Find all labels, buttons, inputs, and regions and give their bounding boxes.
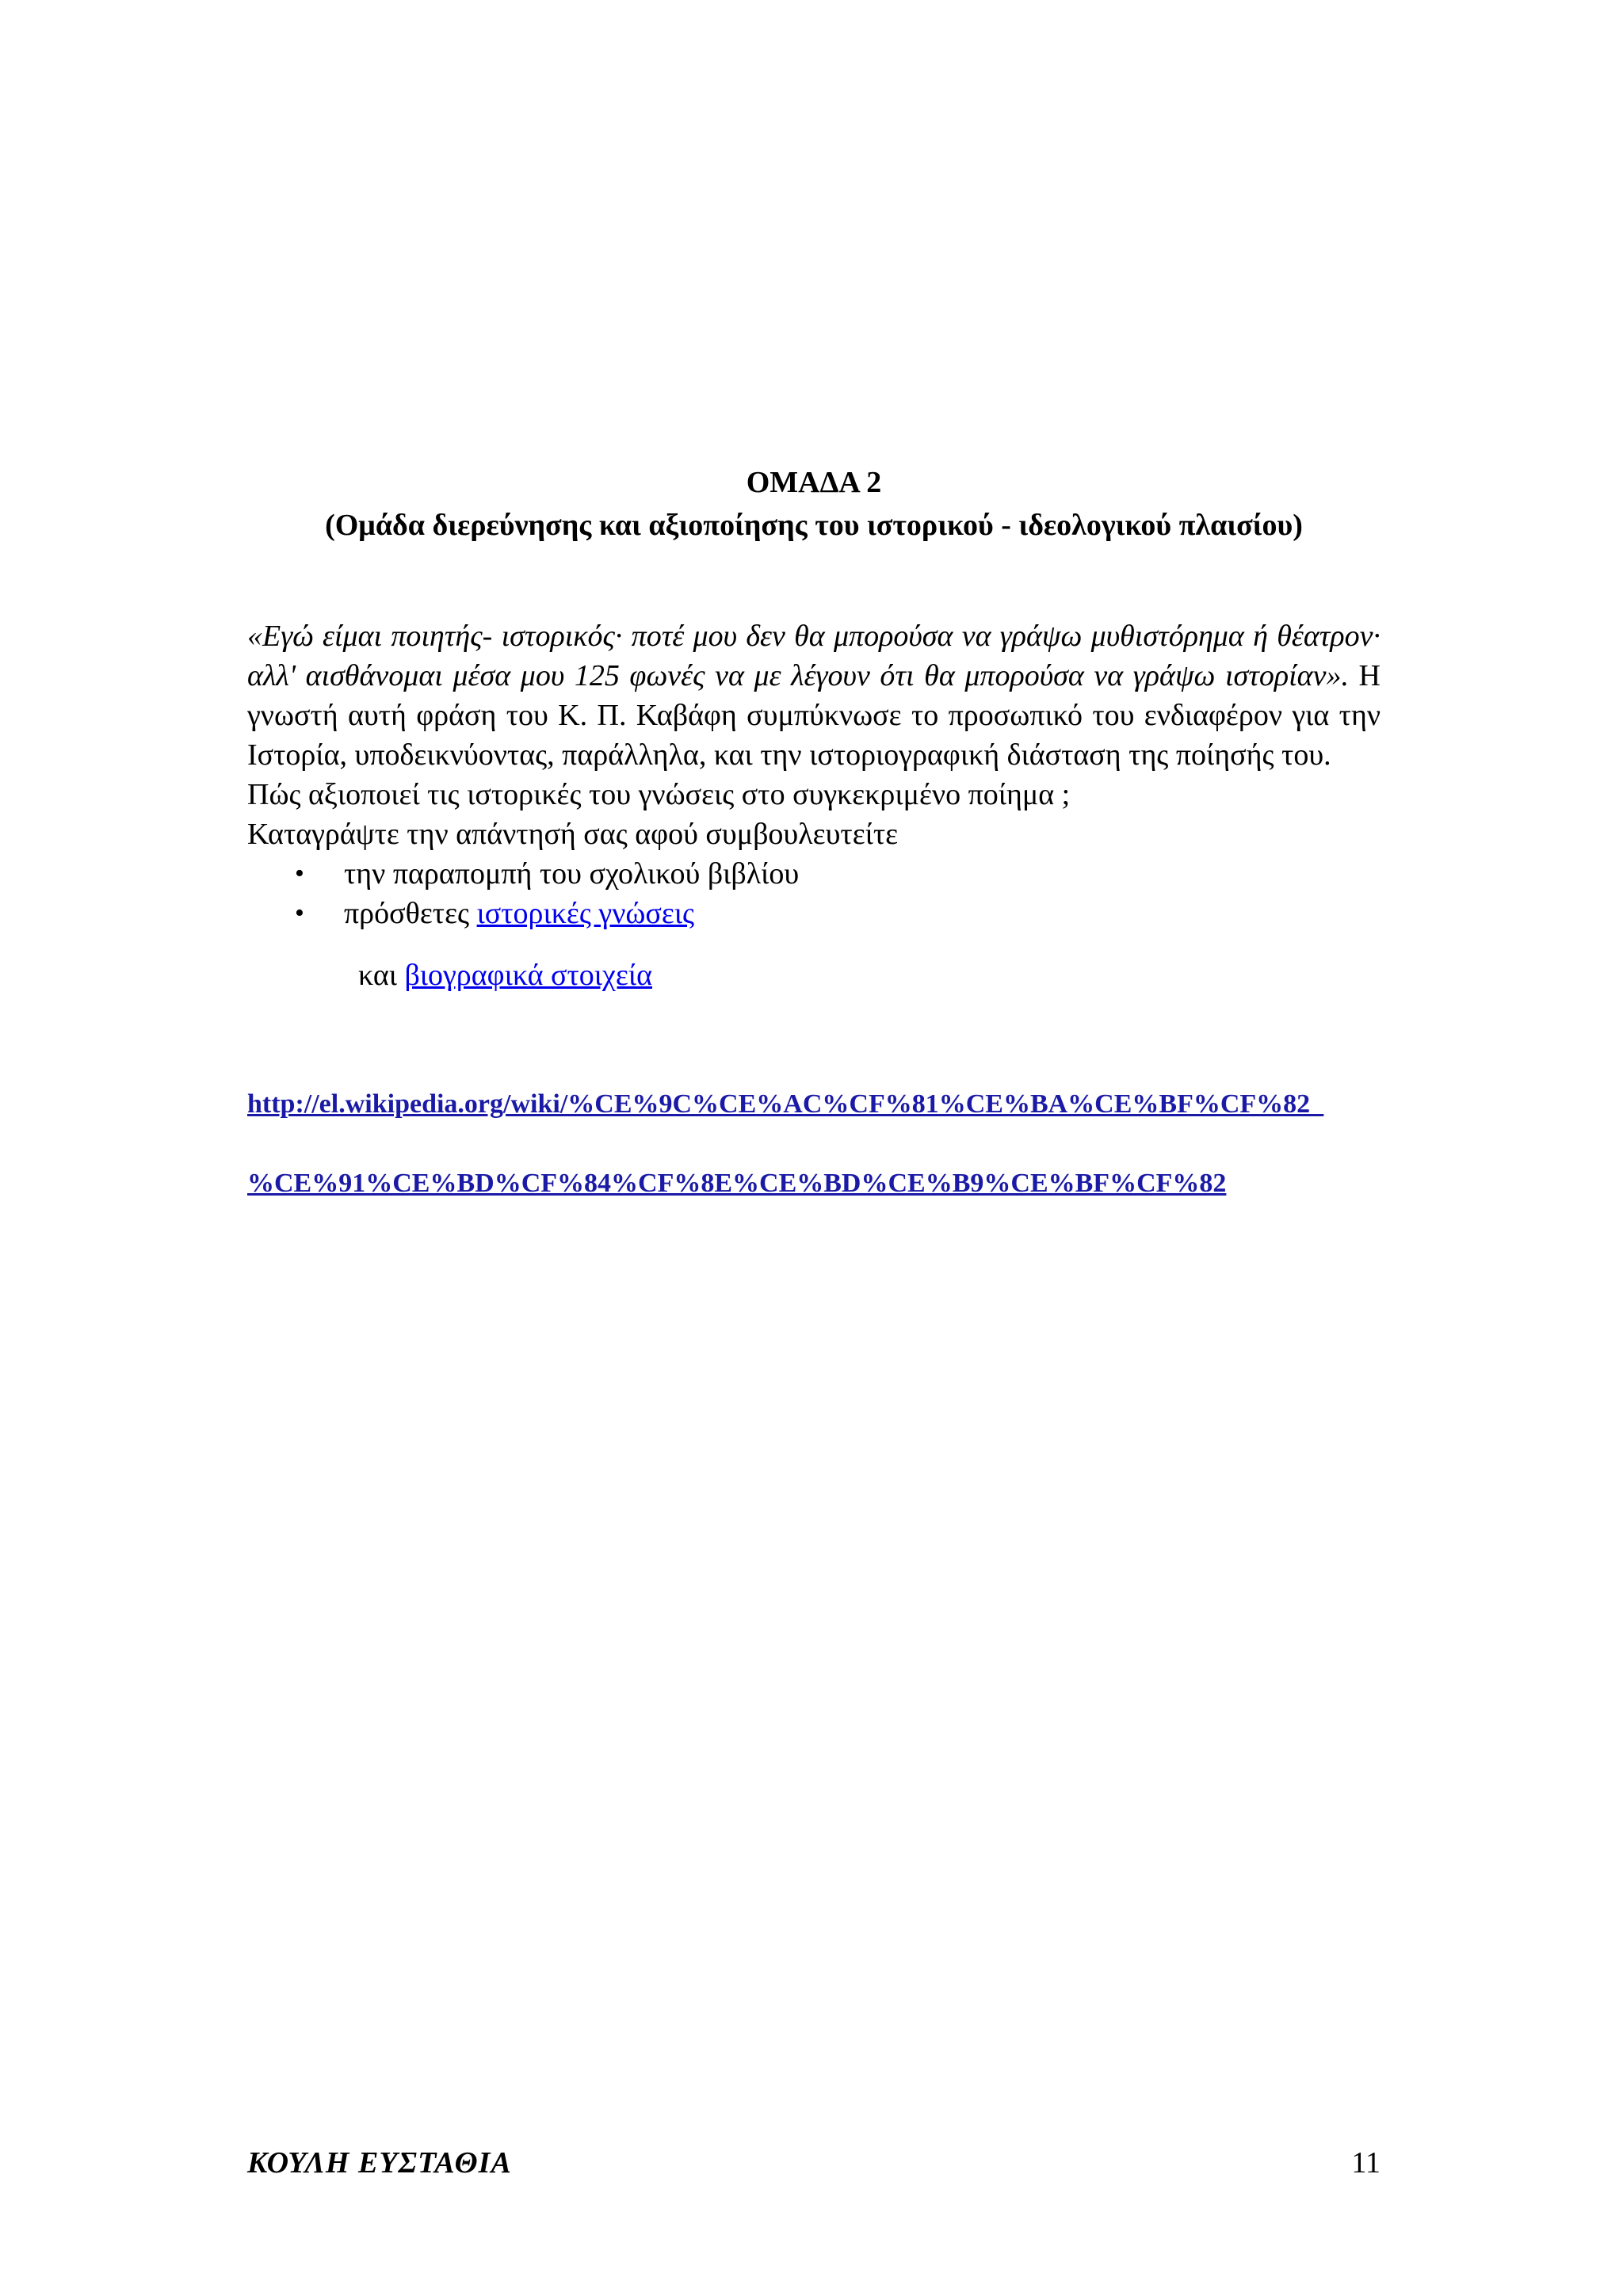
biographical-data-link[interactable]: βιογραφικά στοιχεία xyxy=(404,959,652,992)
wikipedia-url xyxy=(247,1085,1381,1203)
page-title: ΟΜΑΔΑ 2 xyxy=(746,466,882,499)
page-subtitle: (Ομάδα διερεύνησης και αξιοποίησης του ιστορικού - ιδεολογικού πλαισίου) xyxy=(325,509,1303,542)
page-number: 11 xyxy=(1351,2146,1381,2180)
bullet-icon: • xyxy=(295,898,304,928)
list-item-label: την παραπομπή του σχολικού βιβλίου xyxy=(344,857,800,891)
intro-paragraph xyxy=(247,616,1381,775)
wikipedia-url-line-2[interactable]: %CE%91%CE%BD%CF%84%CF%8E%CE%BD%CE%B9%CE%BF%CF%82 xyxy=(247,1169,1227,1198)
cavafy-quote: «Εγώ είμαι ποιητής- ιστορικός· ποτέ μου δεν θα μπορούσα να γράψω μυθιστόρημα ή θέατρον· αλλ' αισθάνομαι μέσα μου 125 φωνές να με λέγουν ότι θα μπορούσα να γράψω ιστορίαν». xyxy=(247,620,1381,692)
bullet-list xyxy=(247,854,1381,933)
header-block xyxy=(247,461,1381,547)
footer-author: ΚΟΥΛΗ ΕΥΣΤΑΘΙΑ xyxy=(247,2146,512,2180)
list-item xyxy=(247,894,1381,933)
historical-knowledge-link[interactable]: ιστορικές γνώσεις xyxy=(476,897,695,930)
body-text xyxy=(247,616,1381,995)
biography-prefix: και xyxy=(358,959,405,992)
intro-rest: Η γνωστή αυτή φράση του Κ. Π. Καβάφη συμπύκνωσε το προσωπικό του ενδιαφέρον για την Ιστορία, υποδεικνύοντας, παράλληλα, και την ιστοριογραφική διάσταση της ποίησής του. xyxy=(247,659,1381,772)
question-text: Πώς αξιοποιεί τις ιστορικές του γνώσεις στο συγκεκριμένο ποίημα ; xyxy=(247,778,1071,811)
list-item xyxy=(247,854,1381,894)
bullet-icon: • xyxy=(295,859,304,888)
biography-line xyxy=(247,955,1381,995)
instruction-text: Καταγράψτε την απάντησή σας αφού συμβουλευτείτε xyxy=(247,818,899,851)
list-item-label: πρόσθετες xyxy=(344,897,477,930)
wikipedia-url-line-1[interactable]: http://el.wikipedia.org/wiki/%CE%9C%CE%AC%CF%81%CE%BA%CE%BF%CF%82_ xyxy=(247,1089,1324,1119)
